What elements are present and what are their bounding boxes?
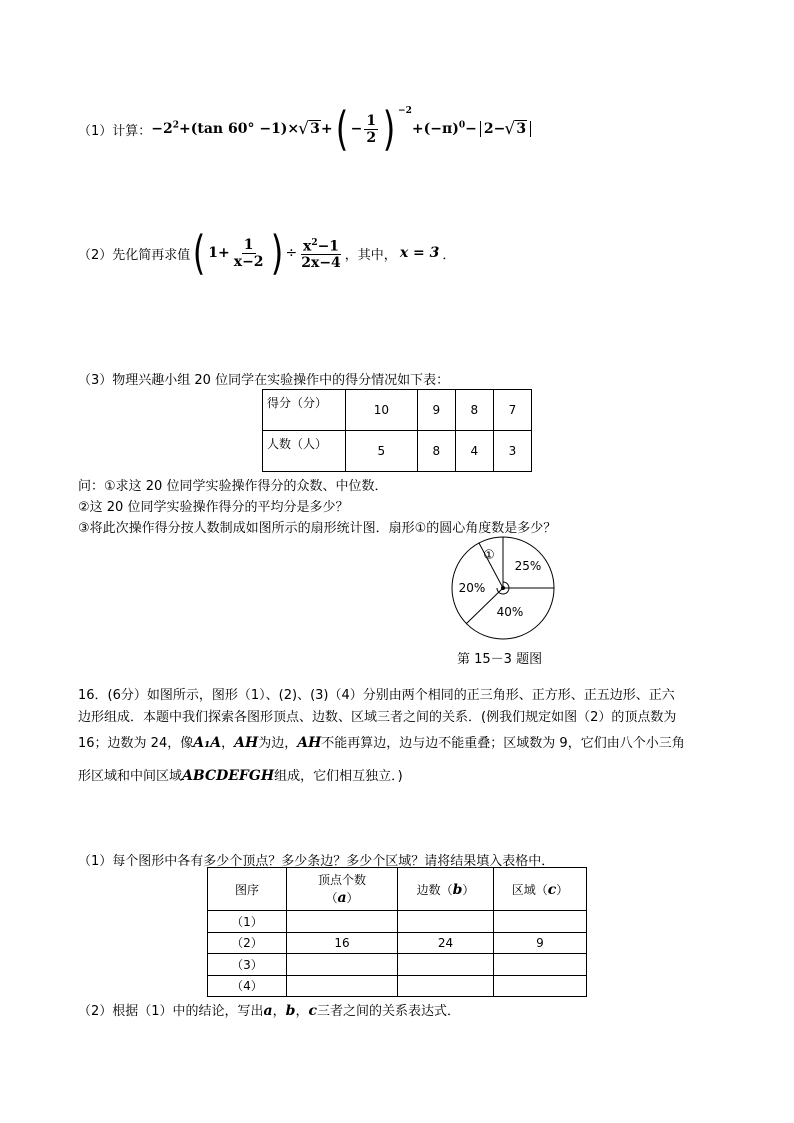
question-2: （2）先化简再求值 ( 1+ $\frac{1}{x-2}$ ) ÷ $\frac{x^2-1}{2x-4}$ ，其中， x = 3 ． — [78, 226, 456, 280]
row-label: （4） — [208, 975, 287, 997]
question-1 — [78, 102, 531, 156]
q3-ask-1: 问：①求这 20 位同学实验操作得分的众数、中位数． — [78, 479, 388, 494]
q3-ask-3: ③将此次操作得分按人数制成如图所示的扇形统计图．扇形①的圆心角度数是多少？ — [78, 521, 557, 536]
q1-expression: $-2^2+(\tan$ 60° −1)×√ 3+( − $\frac{1}{2}$ ) $^{-2}+(-\pi)^0- 2-√$ 3 — [151, 109, 531, 149]
cell-a — [287, 954, 398, 976]
q2-condition: x = 3 — [399, 245, 440, 261]
cell-a — [287, 975, 398, 997]
vertex-table — [207, 867, 587, 997]
q16-2-text: （2）根据（1）中的结论，写出a，b，c三者之间的关系表达式． — [78, 1003, 460, 1019]
count-cell: 3 — [493, 431, 531, 472]
pie-label-20: 20% — [458, 581, 486, 595]
cell-c — [494, 975, 587, 997]
q16-line-3: 16；边数为 24，像A₁A，AH为边，AH不能再算边，边与边不能重叠；区域数为 9，它们由八个小三角 — [78, 735, 685, 751]
row-label: （2） — [208, 932, 287, 954]
cell-c — [494, 911, 587, 933]
vertex-table-header: 边数（b） — [398, 868, 494, 911]
q16-1-text: （1）每个图形中各有多少个顶点？多少条边？多少个区域？请将结果填入表格中． — [78, 854, 555, 869]
pie-caption: 第 15－3 题图 — [457, 652, 543, 667]
q16-line-4: 形区域和中间区域ABCDEFGH组成，它们相互独立．) — [78, 768, 403, 784]
cell-b — [398, 975, 494, 997]
q1-label: （1）计算： — [78, 123, 152, 139]
pie-center — [501, 586, 505, 590]
pie-label-40: 40% — [496, 605, 524, 619]
cell-c — [494, 954, 587, 976]
pie-chart — [450, 535, 556, 641]
cell-b — [398, 954, 494, 976]
pie-label-sector1: ① — [483, 548, 495, 563]
q16-line-1: 16．(6分）如图所示，图形（1）、(2)、(3)（4）分别由两个相同的正三角形、正方形、正五边形、正六 — [78, 688, 675, 703]
vertex-table-header: 图序 — [208, 868, 287, 911]
cell-a — [287, 911, 398, 933]
pie-label-25: 25% — [514, 559, 542, 573]
q2-expression: ( 1+ $\frac{1}{x-2}$ ) ÷ $\frac{x^2-1}{2x-4}$ — [192, 226, 341, 280]
count-row-label: 人数（人） — [263, 431, 346, 472]
cell-a: 16 — [287, 932, 398, 954]
cell-b — [398, 911, 494, 933]
count-cell: 5 — [346, 431, 418, 472]
row-label: （3） — [208, 954, 287, 976]
row-label: （1） — [208, 911, 287, 933]
q3-intro: （3）物理兴趣小组 20 位同学在实验操作中的得分情况如下表： — [78, 373, 450, 388]
vertex-table-header: 顶点个数 （a） — [287, 868, 398, 911]
q3-ask-2: ②这 20 位同学实验操作得分的平均分是多少？ — [78, 500, 349, 515]
q2-label: （2）先化简再求值 — [78, 247, 191, 263]
count-cell: 8 — [417, 431, 455, 472]
vertex-table-header: 区域（c） — [494, 868, 587, 911]
score-cell: 9 — [417, 390, 455, 431]
q16-line-2: 边形组成．本题中我们探索各图形顶点、边数、区域三者之间的关系．(例我们规定如图（2）的顶点数为 — [78, 710, 677, 725]
count-cell: 4 — [455, 431, 493, 472]
score-cell: 10 — [346, 390, 418, 431]
cell-b: 24 — [398, 932, 494, 954]
cell-c: 9 — [494, 932, 587, 954]
score-table — [262, 389, 532, 472]
score-cell: 7 — [493, 390, 531, 431]
score-row-label: 得分（分） — [263, 390, 346, 431]
score-cell: 8 — [455, 390, 493, 431]
